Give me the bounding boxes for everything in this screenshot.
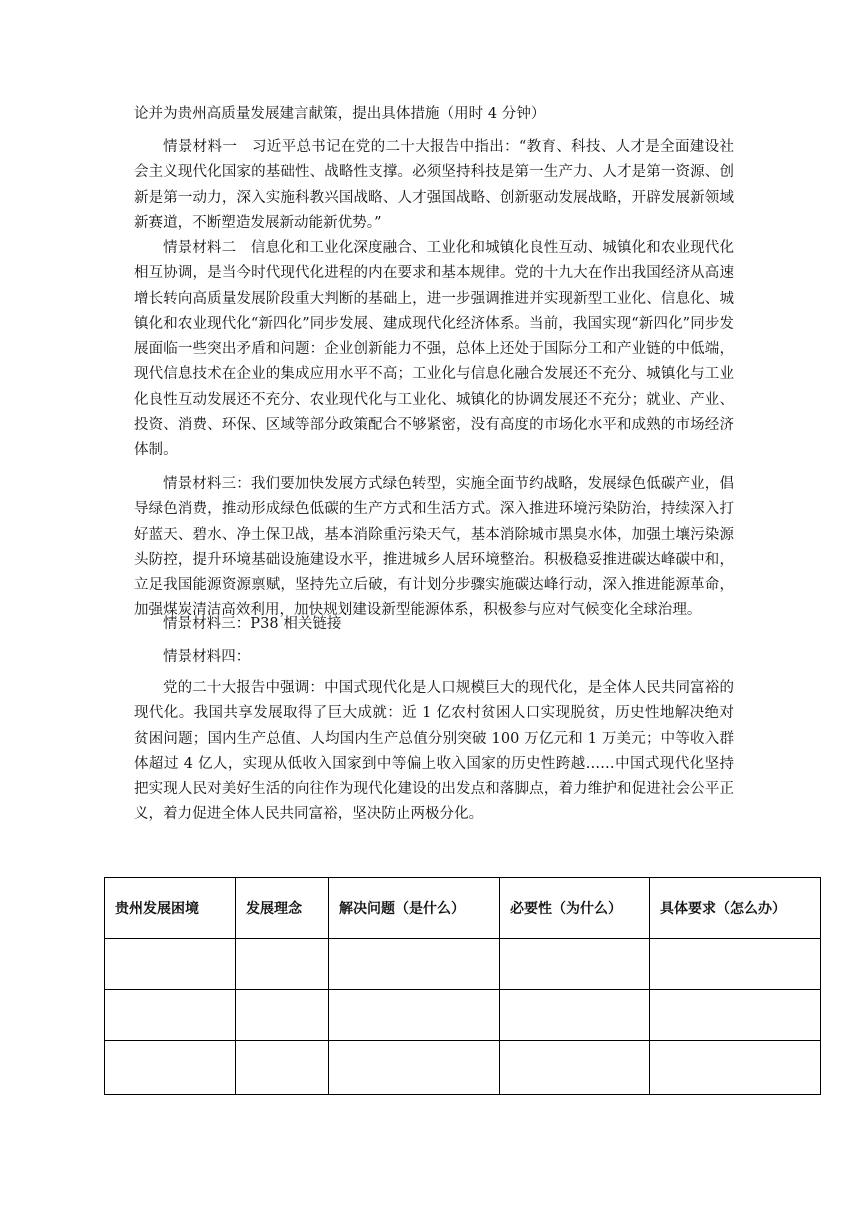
table-cell[interactable] xyxy=(650,990,821,1041)
intro-line xyxy=(134,102,734,127)
table-cell[interactable] xyxy=(105,1041,236,1095)
table-cell[interactable] xyxy=(500,1041,650,1095)
table-cell[interactable] xyxy=(329,1041,500,1095)
material-one xyxy=(134,135,734,236)
paragraph: 情景材料三：我们要加快发展方式绿色转型，实施全面节约战略，发展绿色低碳产业，倡导绿色消费，推动形成绿色低碳的生产方式和生活方式。深入推进环境污染防治，持续深入打好蓝天、碧水、净土保卫战，基本消除重污染天气，基本消除城市黑臭水体，加强土壤污染源头防控，提升环境基础设施建设水平，推进城乡人居环境整治。积极稳妥推进碳达峰碳中和，立足我国能源资源禀赋，坚持先立后破，有计划分步骤实施碳达峰行动，深入推进能源革命，加强煤炭清洁高效利用，加快规划建设新型能源体系，积极参与应对气候变化全球治理。 xyxy=(134,476,734,619)
table-row xyxy=(105,1041,821,1095)
material-four xyxy=(134,676,734,828)
material-four-heading xyxy=(134,645,734,670)
table-cell[interactable] xyxy=(329,939,500,990)
table-row xyxy=(105,990,821,1041)
table-cell[interactable] xyxy=(650,939,821,990)
table-cell[interactable] xyxy=(500,990,650,1041)
table-cell[interactable] xyxy=(236,990,329,1041)
answer-table xyxy=(104,877,821,1095)
table-header-row xyxy=(105,878,821,939)
header-dilemma: 贵州发展困境 xyxy=(105,878,236,939)
table-cell[interactable] xyxy=(105,990,236,1041)
header-requirements: 具体要求（怎么办） xyxy=(650,878,821,939)
paragraph: 党的二十大报告中强调：中国式现代化是人口规模巨大的现代化，是全体人民共同富裕的现代化。我国共享发展取得了巨大成就：近 1 亿农村贫困人口实现脱贫，历史性地解决绝对贫困问题；国内生产总值、人均国内生产总值分别突破 100 万亿元和 1 万美元；中等收入群体超过 4 亿人，实现从低收入国家到中等偏上收入国家的历史性跨越……中国式现代化坚持把实现人民对美好生活的向往作为现代化建设的出发点和落脚点，着力维护和促进社会公平正义，着力促进全体人民共同富裕，坚决防止两极分化。 xyxy=(134,680,734,823)
table-cell[interactable] xyxy=(500,939,650,990)
material-three-link xyxy=(134,612,734,637)
header-problem: 解决问题（是什么） xyxy=(329,878,500,939)
paragraph: 情景材料四： xyxy=(163,649,251,665)
table-row xyxy=(105,939,821,990)
header-concept: 发展理念 xyxy=(236,878,329,939)
header-necessity: 必要性（为什么） xyxy=(500,878,650,939)
table-cell[interactable] xyxy=(650,1041,821,1095)
material-two xyxy=(134,236,734,464)
table-cell[interactable] xyxy=(105,939,236,990)
paragraph: 情景材料二 信息化和工业化深度融合、工业化和城镇化良性互动、城镇化和农业现代化相互协调，是当今时代现代化进程的内在要求和基本规律。党的十九大在作出我国经济从高速增长转向高质量发展阶段重大判断的基础上，进一步强调推进并实现新型工业化、信息化、城镇化和农业现代化“新四化”同步发展、建成现代化经济体系。当前，我国实现“新四化”同步发展面临一些突出矛盾和问题：企业创新能力不强，总体上还处于国际分工和产业链的中低端，现代信息技术在企业的集成应用水平不高；工业化与信息化融合发展还不充分、城镇化与工业化良性互动发展还不充分、农业现代化与工业化、城镇化的协调发展还不充分；就业、产业、投资、消费、环保、区域等部分政策配合不够紧密，没有高度的市场化水平和成熟的市场经济体制。 xyxy=(134,240,734,459)
table-cell[interactable] xyxy=(329,990,500,1041)
material-three xyxy=(134,472,734,624)
paragraph: 论并为贵州高质量发展建言献策，提出具体措施（用时 4 分钟） xyxy=(134,106,546,122)
paragraph: 情景材料三：P38 相关链接 xyxy=(163,616,342,632)
paragraph: 情景材料一 习近平总书记在党的二十大报告中指出：“教育、科技、人才是全面建设社会主义现代化国家的基础性、战略性支撑。必须坚持科技是第一生产力、人才是第一资源、创新是第一动力，深入实施科教兴国战略、人才强国战略、创新驱动发展战略，开辟发展新领域新赛道，不断塑造发展新动能新优势。” xyxy=(134,139,734,231)
table-cell[interactable] xyxy=(236,1041,329,1095)
table-cell[interactable] xyxy=(236,939,329,990)
